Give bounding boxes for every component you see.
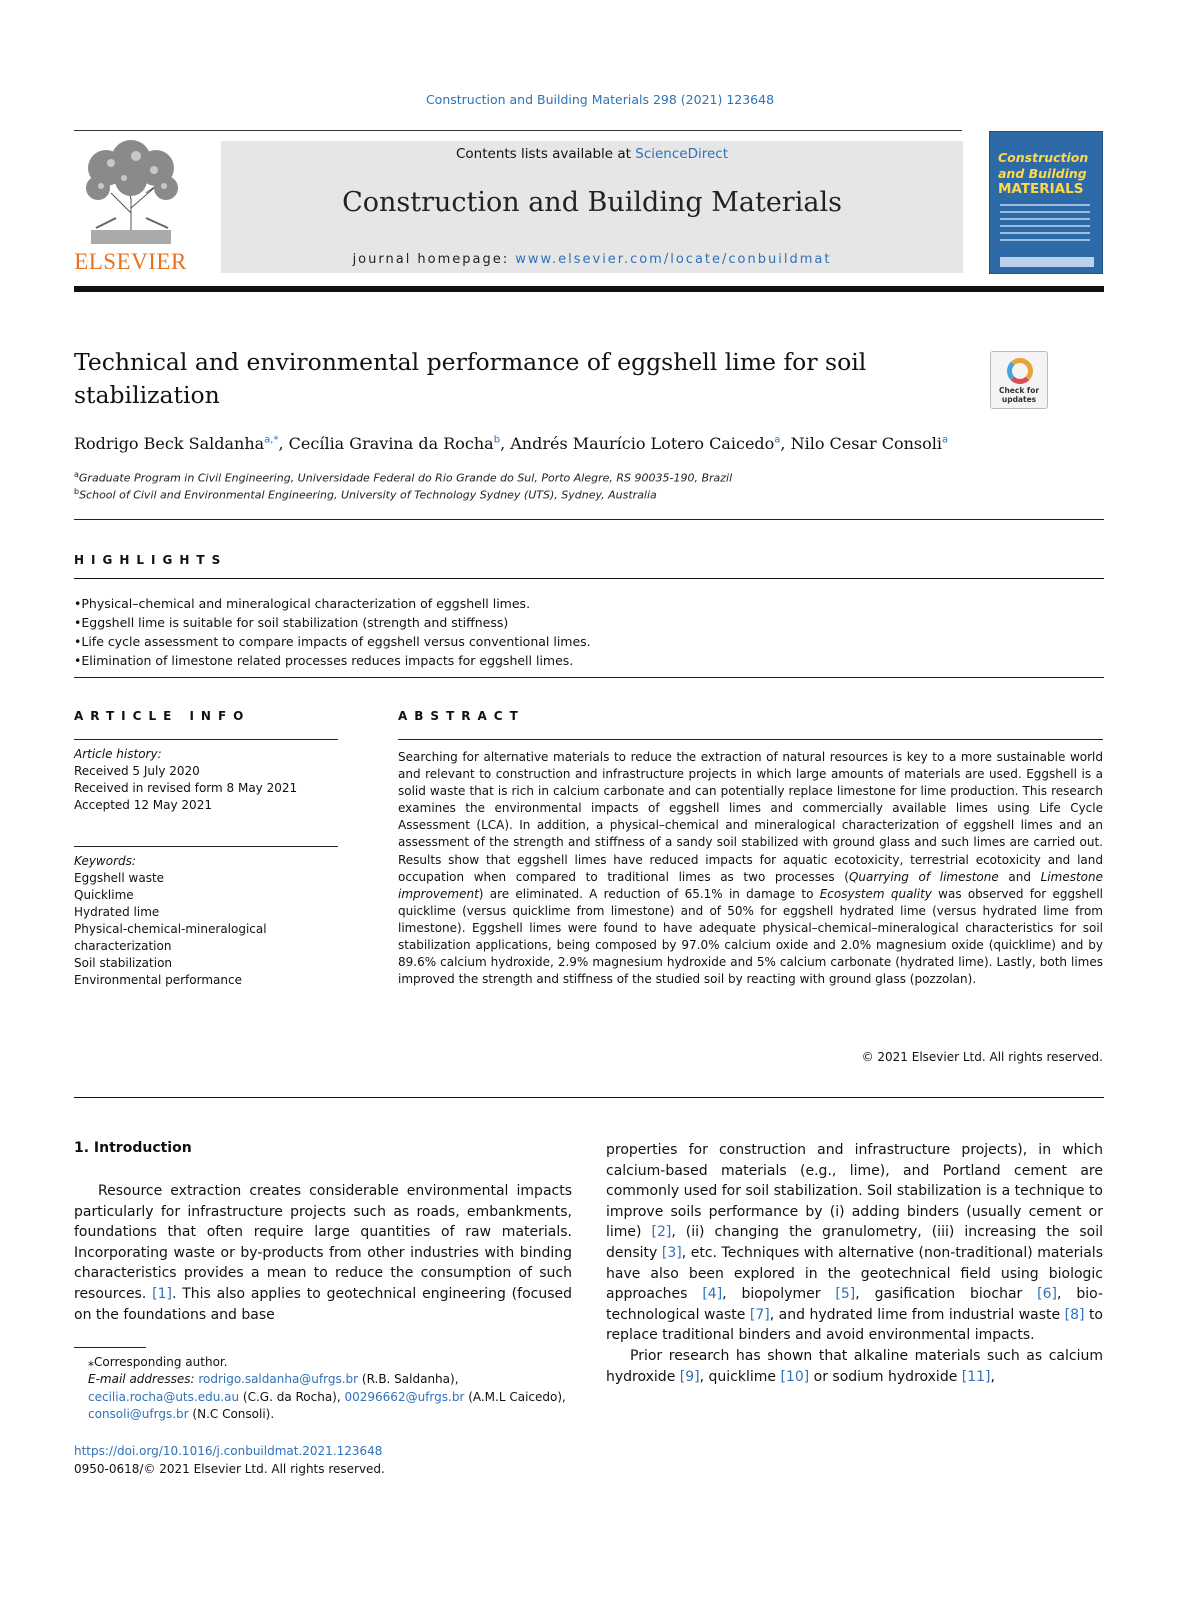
article-title: Technical and environmental performance of eggshell lime for soil stabilization bbox=[74, 348, 867, 409]
history-accepted: Accepted 12 May 2021 bbox=[74, 798, 212, 812]
highlights-rule-top bbox=[74, 578, 1104, 579]
abstract-copyright: © 2021 Elsevier Ltd. All rights reserved. bbox=[861, 1050, 1103, 1064]
email-link[interactable]: cecilia.rocha@uts.edu.au bbox=[88, 1389, 240, 1404]
email-link[interactable]: 00296662@ufrgs.br bbox=[344, 1389, 465, 1404]
keyword: Soil stabilization bbox=[74, 956, 173, 970]
keyword: Environmental performance bbox=[74, 973, 242, 987]
abstract-rule-bottom bbox=[74, 1097, 1104, 1098]
cover-decoration bbox=[1000, 204, 1090, 246]
corresponding-author-note: ⁎ Corresponding author. bbox=[74, 1354, 574, 1371]
highlight-item: • Eggshell lime is suitable for soil stabilization (strength and stiffness) bbox=[74, 613, 1104, 632]
doi-link[interactable]: https://doi.org/10.1016/j.conbuildmat.2021.123648 bbox=[74, 1444, 383, 1458]
elsevier-tree-icon bbox=[76, 138, 186, 246]
keyword: Physical-chemical-mineralogical bbox=[74, 922, 267, 936]
author-affiliation-mark[interactable]: b bbox=[493, 434, 501, 446]
sciencedirect-link[interactable]: ScienceDirect bbox=[635, 146, 729, 162]
email-link[interactable]: rodrigo.saldanha@ufrgs.br bbox=[198, 1372, 359, 1387]
email-link[interactable]: consoli@ufrgs.br bbox=[88, 1407, 189, 1422]
elsevier-logo[interactable] bbox=[68, 138, 193, 278]
masthead-rule bbox=[74, 286, 1104, 292]
footnote-rule bbox=[74, 1347, 146, 1348]
highlight-item: • Life cycle assessment to compare impacts of eggshell versus conventional limes. bbox=[74, 632, 1104, 651]
reference-link[interactable]: [6] bbox=[1037, 1286, 1058, 1303]
author-affiliation-mark[interactable]: a bbox=[942, 434, 949, 446]
affiliation: $^a$Graduate Program in Civil Engineering, Universidade Federal do Rio Grande do Sul, Porto Alegre, RS 90035-190, Brazil bbox=[74, 470, 733, 485]
article-info-rule bbox=[74, 739, 338, 740]
check-for-updates-badge[interactable] bbox=[990, 351, 1048, 409]
abstract-text: Searching for alternative materials to reduce the extraction of natural resources is key to a more sustainable world and relevant to construction and infrastructure projects in which large amounts of materials are used. Eggshell is a solid waste that is rich in calcium carbonate and can potentially replace limestone for lime production. This research examines the environmental impacts of eggshell limes and commercially available limes using Life Cycle Assessment (LCA). In addition, a physical–chemical and mineralogical characterization of eggshell limes and an assessment of the strength and stiffness of a sandy soil stabilized with ground glass and such limes are carried out. Results show that eggshell limes have reduced impacts for aquatic ecotoxicity, terrestrial ecotoxicity and land occupation when compared to traditional limes as two processes (Quarrying of limestone and Limestone improvement) are eliminated. A reduction of 65.1% in damage to Ecosystem quality was observed for eggshell quicklime (versus quicklime from limestone) and of 50% for eggshell hydrated lime (versus hydrated lime from limestone). Eggshell limes were found to have adequate physical–chemical–mineralogical characteristics for soil stabilization applications, being composed by 97.0% calcium oxide and 2.0% magnesium oxide (quicklime) and by 89.6% calcium hydroxide, 2.9% magnesium hydroxide and 5% calcium carbonate (hydrated lime). Lastly, both limes improved the strength and stiffness of the studied soil by reacting with ground glass (pozzolan). bbox=[398, 750, 1103, 987]
reference-link[interactable]: [10] bbox=[780, 1368, 810, 1385]
reference-link[interactable]: [7] bbox=[749, 1306, 770, 1323]
highlight-item: • Elimination of limestone related processes reduces impacts for eggshell limes. bbox=[74, 651, 1104, 670]
highlight-item: • Physical–chemical and mineralogical characterization of eggshell limes. bbox=[74, 594, 1104, 613]
check-updates-icon bbox=[1007, 358, 1033, 384]
journal-homepage bbox=[221, 252, 963, 267]
cover-title: Construction and Building bbox=[998, 150, 1089, 181]
issn-copyright: 0950-0618/© 2021 Elsevier Ltd. All rights reserved. bbox=[74, 1462, 385, 1476]
author-name[interactable]: Nilo Cesar Consoli bbox=[790, 434, 942, 453]
cover-strip bbox=[1000, 257, 1094, 267]
author-list: Rodrigo Beck Saldanha$^{a,*}$, Cecília Gravina da Rocha$^b$, Andrés Maurício Lotero Caicedo$^a$, Nilo Cesar Consoli$^a$ bbox=[74, 434, 949, 453]
keywords bbox=[74, 853, 338, 989]
reference-link[interactable]: [5] bbox=[835, 1286, 856, 1303]
keywords-label: Keywords: bbox=[74, 854, 136, 868]
keyword: Quicklime bbox=[74, 888, 134, 902]
section-title-introduction: 1. Introduction bbox=[74, 1140, 192, 1156]
author-affiliation-mark[interactable]: a bbox=[774, 434, 781, 446]
reference-link[interactable]: [4] bbox=[702, 1286, 723, 1303]
footnotes bbox=[74, 1354, 574, 1424]
publisher-wordmark: ELSEVIER bbox=[74, 249, 187, 274]
abstract-heading: ABSTRACT bbox=[398, 709, 525, 723]
intro-left-column: Resource extraction creates considerable environmental impacts particularly for infrastructure projects such as roads, embankments, foundations that often require large quantities of raw materials. Incorporating waste or by-products from other industries with binding characteristics provides a mean to reduce the consumption of such resources. [1]. This also applies to geotechnical engineering (focused on the foundations and base bbox=[74, 1183, 572, 1323]
homepage-link[interactable]: www.elsevier.com/locate/conbuildmat bbox=[515, 252, 832, 267]
reference-link[interactable]: [3] bbox=[661, 1244, 682, 1261]
journal-title: Construction and Building Materials bbox=[342, 187, 842, 218]
contents-prefix: Contents lists available at bbox=[455, 146, 636, 162]
cover-title-materials: MATERIALS bbox=[998, 181, 1084, 197]
journal-citation[interactable]: Construction and Building Materials 298 (2021) 123648 bbox=[425, 92, 775, 107]
reference-link[interactable]: [8] bbox=[1064, 1306, 1085, 1323]
abstract-rule bbox=[398, 739, 1103, 740]
highlights-rule-bottom bbox=[74, 677, 1104, 678]
reference-link[interactable]: [1] bbox=[152, 1285, 172, 1302]
author-affiliation-mark[interactable]: a,* bbox=[264, 434, 279, 446]
header-rule bbox=[74, 130, 962, 131]
history-received: Received 5 July 2020 bbox=[74, 764, 200, 778]
author-name[interactable]: Cecília Gravina da Rocha bbox=[288, 434, 494, 453]
article-history bbox=[74, 746, 338, 814]
author-name[interactable]: Andrés Maurício Lotero Caicedo bbox=[510, 434, 775, 453]
affiliation: $^b$School of Civil and Environmental Engineering, University of Technology Sydney (UTS), Sydney, Australia bbox=[74, 487, 657, 502]
history-revised: Received in revised form 8 May 2021 bbox=[74, 781, 298, 795]
journal-masthead bbox=[221, 141, 963, 273]
keyword: Hydrated lime bbox=[74, 905, 160, 919]
reference-link[interactable]: [9] bbox=[679, 1368, 700, 1385]
email-addresses: E-mail addresses: rodrigo.saldanha@ufrgs.br (R.B. Saldanha), cecilia.rocha@uts.edu.au (C.G. da Rocha), 00296662@ufrgs.br (A.M.L Caicedo), consoli@ufrgs.br (N.C Consoli). bbox=[88, 1372, 566, 1422]
keyword: Eggshell waste bbox=[74, 871, 165, 885]
author-name[interactable]: Rodrigo Beck Saldanha bbox=[74, 434, 265, 453]
article-info-heading: ARTICLE INFO bbox=[74, 709, 251, 723]
highlights-heading: HIGHLIGHTS bbox=[74, 553, 228, 567]
reference-link[interactable]: [11] bbox=[961, 1368, 991, 1385]
highlights-list bbox=[74, 594, 1104, 670]
homepage-prefix: journal homepage: bbox=[352, 252, 516, 267]
history-label: Article history: bbox=[74, 747, 162, 761]
keywords-rule bbox=[74, 846, 338, 847]
check-updates-label: Check for updates bbox=[998, 386, 1040, 404]
reference-link[interactable]: [2] bbox=[651, 1224, 672, 1241]
journal-cover[interactable] bbox=[989, 131, 1103, 274]
affiliation-rule bbox=[74, 519, 1104, 520]
keyword: characterization bbox=[74, 939, 172, 953]
contents-line bbox=[221, 146, 963, 162]
intro-right-column: properties for construction and infrastructure projects), in which calcium-based materials (e.g., lime), and Portland cement are commonly used for soil stabilization. Soil stabilization is a technique to improve soils performance by (i) adding binders (usually cement or lime) [2], (ii) changing the granulometry, (iii) increasing the soil density [3], etc. Techniques with alternative (non-traditional) materials have also been explored in the geotechnical field using biologic approaches [4], biopolymer [5], gasification biochar [6], bio-technological waste [7], and hydrated lime from industrial waste [8] to replace traditional binders and avoid environmental impacts. Prior research has shown that alkaline materials such as calcium hydroxide [9], quicklime [10] or sodium hydroxide [11], bbox=[606, 1142, 1104, 1385]
